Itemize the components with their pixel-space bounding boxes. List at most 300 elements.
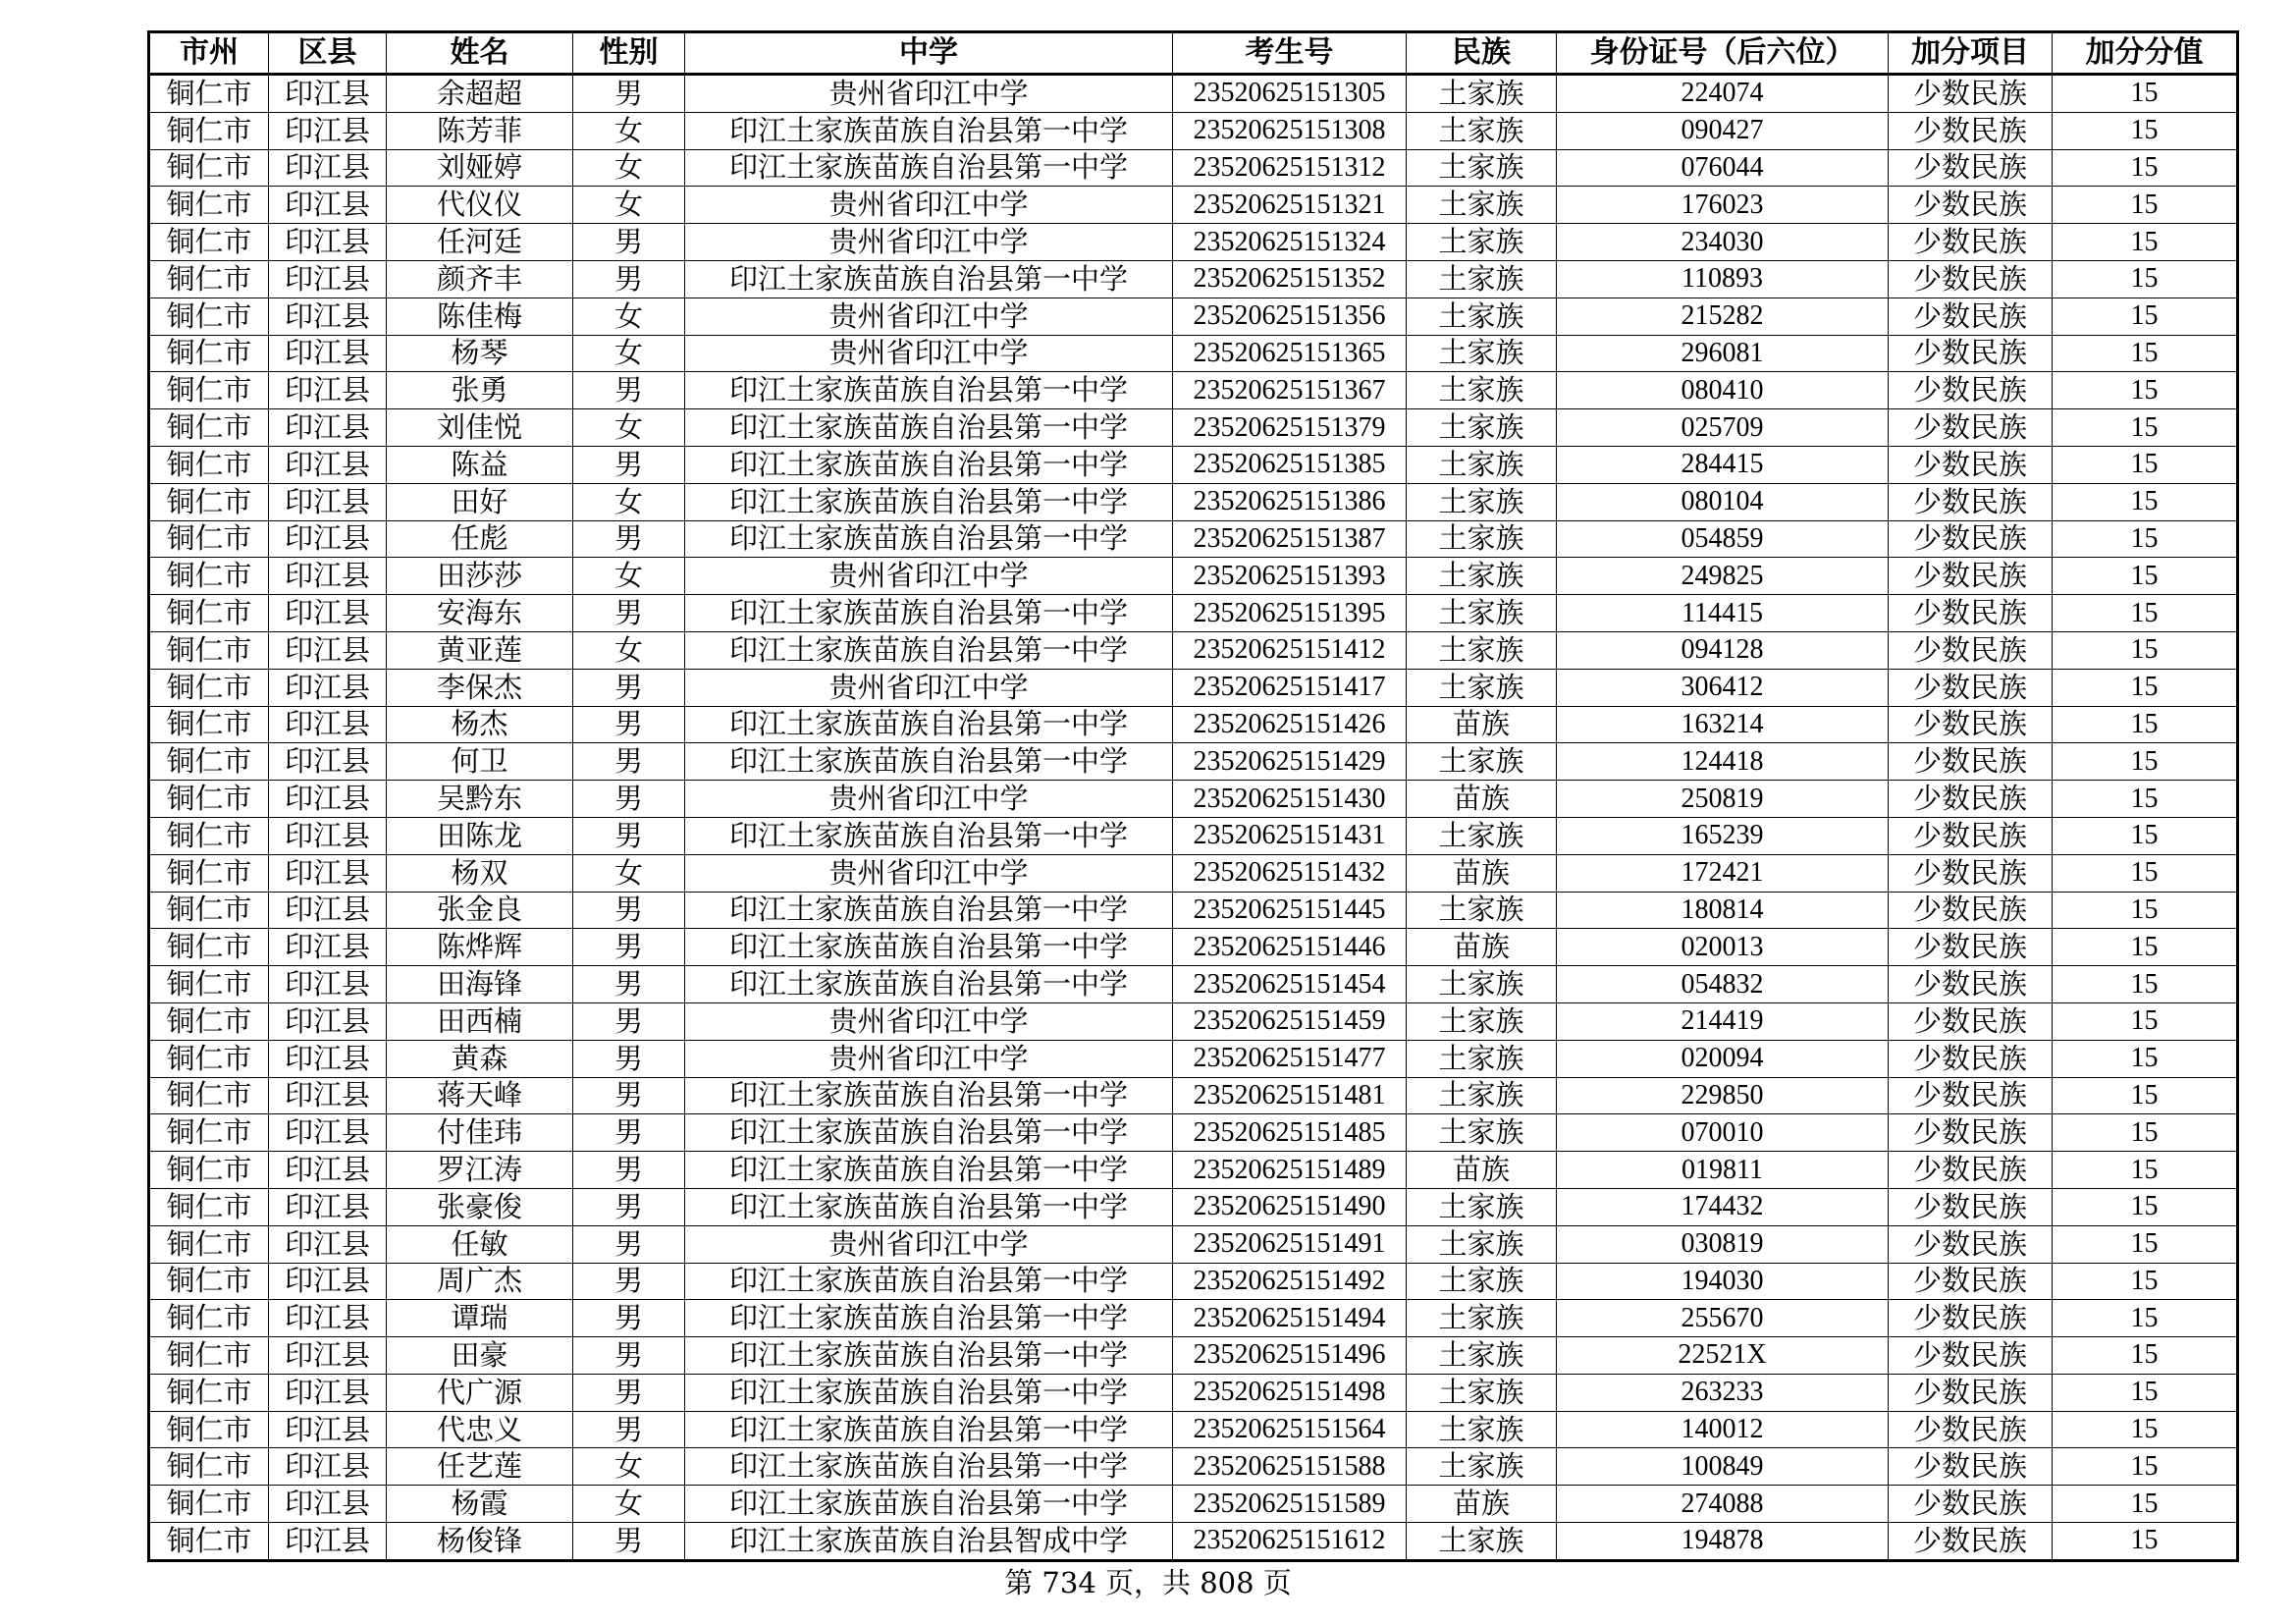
- table-row: [149, 817, 2238, 854]
- page-number-footer: 第 734 页，共 808 页: [1004, 1566, 1292, 1599]
- cell-school: 印江土家族苗族自治县第一中学: [685, 966, 1173, 1003]
- cell-city: 铜仁市: [149, 1374, 269, 1411]
- table-row: [149, 1374, 2238, 1411]
- cell-school: 印江土家族苗族自治县智成中学: [685, 1523, 1173, 1561]
- cell-bonus-value: 15: [2053, 1448, 2238, 1486]
- cell-bonus-value: 15: [2053, 1300, 2238, 1337]
- cell-ethnicity: 土家族: [1407, 335, 1557, 372]
- cell-county: 印江县: [269, 669, 387, 706]
- cell-exam-number: 23520625151426: [1173, 706, 1407, 743]
- cell-name: 张勇: [387, 372, 573, 409]
- cell-exam-number: 23520625151431: [1173, 817, 1407, 854]
- header-id-last-six: 身份证号（后六位）: [1557, 32, 1889, 75]
- cell-school: 贵州省印江中学: [685, 1002, 1173, 1040]
- cell-county: 印江县: [269, 298, 387, 335]
- table-row: [149, 335, 2238, 372]
- cell-bonus-value: 15: [2053, 558, 2238, 595]
- cell-name: 李保杰: [387, 669, 573, 706]
- table-row: [149, 483, 2238, 520]
- cell-id-last-six: 174432: [1557, 1188, 1889, 1225]
- cell-bonus-item: 少数民族: [1889, 1152, 2053, 1189]
- table-row: [149, 260, 2238, 298]
- cell-ethnicity: 土家族: [1407, 595, 1557, 632]
- cell-bonus-item: 少数民族: [1889, 483, 2053, 520]
- cell-ethnicity: 苗族: [1407, 1152, 1557, 1189]
- cell-id-last-six: 224074: [1557, 75, 1889, 113]
- cell-school: 印江土家族苗族自治县第一中学: [685, 520, 1173, 558]
- cell-ethnicity: 土家族: [1407, 966, 1557, 1003]
- table-row: [149, 1188, 2238, 1225]
- cell-gender: 男: [573, 1374, 685, 1411]
- cell-ethnicity: 土家族: [1407, 112, 1557, 149]
- cell-name: 杨霞: [387, 1486, 573, 1523]
- cell-city: 铜仁市: [149, 966, 269, 1003]
- cell-city: 铜仁市: [149, 595, 269, 632]
- cell-name: 陈芳菲: [387, 112, 573, 149]
- cell-city: 铜仁市: [149, 1225, 269, 1263]
- cell-bonus-value: 15: [2053, 781, 2238, 818]
- table-row: [149, 1448, 2238, 1486]
- cell-ethnicity: 土家族: [1407, 631, 1557, 669]
- cell-bonus-value: 15: [2053, 372, 2238, 409]
- cell-bonus-value: 15: [2053, 706, 2238, 743]
- cell-exam-number: 23520625151491: [1173, 1225, 1407, 1263]
- cell-city: 铜仁市: [149, 409, 269, 447]
- table-row: [149, 743, 2238, 781]
- cell-county: 印江县: [269, 520, 387, 558]
- cell-gender: 男: [573, 1225, 685, 1263]
- cell-bonus-item: 少数民族: [1889, 446, 2053, 483]
- cell-id-last-six: 020013: [1557, 929, 1889, 966]
- cell-exam-number: 23520625151430: [1173, 781, 1407, 818]
- cell-city: 铜仁市: [149, 1114, 269, 1152]
- cell-name: 陈佳梅: [387, 298, 573, 335]
- cell-exam-number: 23520625151490: [1173, 1188, 1407, 1225]
- cell-id-last-six: 234030: [1557, 224, 1889, 261]
- cell-name: 安海东: [387, 595, 573, 632]
- cell-school: 印江土家族苗族自治县第一中学: [685, 149, 1173, 187]
- cell-bonus-value: 15: [2053, 929, 2238, 966]
- cell-ethnicity: 土家族: [1407, 224, 1557, 261]
- cell-gender: 男: [573, 595, 685, 632]
- table-row: [149, 75, 2238, 113]
- cell-bonus-item: 少数民族: [1889, 1002, 2053, 1040]
- cell-ethnicity: 土家族: [1407, 520, 1557, 558]
- cell-bonus-item: 少数民族: [1889, 112, 2053, 149]
- table-row: [149, 966, 2238, 1003]
- cell-bonus-value: 15: [2053, 520, 2238, 558]
- cell-county: 印江县: [269, 409, 387, 447]
- cell-id-last-six: 070010: [1557, 1114, 1889, 1152]
- table-row: [149, 446, 2238, 483]
- cell-exam-number: 23520625151393: [1173, 558, 1407, 595]
- cell-name: 黄亚莲: [387, 631, 573, 669]
- cell-bonus-value: 15: [2053, 1486, 2238, 1523]
- header-bonus-value: 加分分值: [2053, 32, 2238, 75]
- table-row: [149, 112, 2238, 149]
- cell-ethnicity: 土家族: [1407, 1523, 1557, 1561]
- table-row: [149, 669, 2238, 706]
- cell-exam-number: 23520625151352: [1173, 260, 1407, 298]
- table-row: [149, 1114, 2238, 1152]
- cell-name: 杨双: [387, 854, 573, 892]
- cell-exam-number: 23520625151365: [1173, 335, 1407, 372]
- cell-school: 印江土家族苗族自治县第一中学: [685, 1114, 1173, 1152]
- cell-school: 贵州省印江中学: [685, 335, 1173, 372]
- cell-id-last-six: 020094: [1557, 1040, 1889, 1077]
- cell-school: 印江土家族苗族自治县第一中学: [685, 112, 1173, 149]
- cell-gender: 男: [573, 1263, 685, 1300]
- header-city: 市州: [149, 32, 269, 75]
- cell-bonus-item: 少数民族: [1889, 1300, 2053, 1337]
- cell-bonus-item: 少数民族: [1889, 1411, 2053, 1448]
- cell-bonus-value: 15: [2053, 483, 2238, 520]
- cell-school: 印江土家族苗族自治县第一中学: [685, 409, 1173, 447]
- cell-county: 印江县: [269, 446, 387, 483]
- cell-exam-number: 23520625151446: [1173, 929, 1407, 966]
- cell-school: 印江土家族苗族自治县第一中学: [685, 446, 1173, 483]
- cell-exam-number: 23520625151494: [1173, 1300, 1407, 1337]
- cell-gender: 男: [573, 1300, 685, 1337]
- cell-exam-number: 23520625151429: [1173, 743, 1407, 781]
- cell-name: 陈烨辉: [387, 929, 573, 966]
- cell-city: 铜仁市: [149, 149, 269, 187]
- cell-county: 印江县: [269, 187, 387, 224]
- cell-county: 印江县: [269, 1411, 387, 1448]
- cell-gender: 女: [573, 483, 685, 520]
- cell-school: 印江土家族苗族自治县第一中学: [685, 260, 1173, 298]
- table-row: [149, 1337, 2238, 1375]
- cell-county: 印江县: [269, 706, 387, 743]
- cell-exam-number: 23520625151412: [1173, 631, 1407, 669]
- cell-school: 印江土家族苗族自治县第一中学: [685, 1337, 1173, 1375]
- cell-name: 余超超: [387, 75, 573, 113]
- cell-bonus-item: 少数民族: [1889, 1523, 2053, 1561]
- cell-gender: 男: [573, 1188, 685, 1225]
- table-row: [149, 595, 2238, 632]
- cell-gender: 男: [573, 1077, 685, 1114]
- cell-bonus-value: 15: [2053, 75, 2238, 113]
- cell-bonus-item: 少数民族: [1889, 1225, 2053, 1263]
- cell-id-last-six: 025709: [1557, 409, 1889, 447]
- cell-ethnicity: 土家族: [1407, 187, 1557, 224]
- cell-name: 张金良: [387, 892, 573, 929]
- cell-school: 印江土家族苗族自治县第一中学: [685, 1486, 1173, 1523]
- cell-exam-number: 23520625151417: [1173, 669, 1407, 706]
- cell-county: 印江县: [269, 892, 387, 929]
- table-row: [149, 1077, 2238, 1114]
- cell-name: 杨俊锋: [387, 1523, 573, 1561]
- cell-bonus-item: 少数民族: [1889, 929, 2053, 966]
- table-row: [149, 781, 2238, 818]
- cell-bonus-item: 少数民族: [1889, 1337, 2053, 1375]
- cell-school: 印江土家族苗族自治县第一中学: [685, 706, 1173, 743]
- cell-bonus-value: 15: [2053, 112, 2238, 149]
- table-row: [149, 1300, 2238, 1337]
- cell-id-last-six: 030819: [1557, 1225, 1889, 1263]
- header-gender: 性别: [573, 32, 685, 75]
- cell-exam-number: 23520625151379: [1173, 409, 1407, 447]
- cell-ethnicity: 土家族: [1407, 892, 1557, 929]
- cell-gender: 男: [573, 669, 685, 706]
- cell-county: 印江县: [269, 1077, 387, 1114]
- cell-name: 何卫: [387, 743, 573, 781]
- cell-bonus-value: 15: [2053, 1374, 2238, 1411]
- cell-bonus-value: 15: [2053, 1337, 2238, 1375]
- cell-id-last-six: 296081: [1557, 335, 1889, 372]
- cell-county: 印江县: [269, 781, 387, 818]
- cell-city: 铜仁市: [149, 1077, 269, 1114]
- cell-exam-number: 23520625151367: [1173, 372, 1407, 409]
- table-row: [149, 1411, 2238, 1448]
- cell-city: 铜仁市: [149, 446, 269, 483]
- cell-bonus-item: 少数民族: [1889, 260, 2053, 298]
- cell-county: 印江县: [269, 1188, 387, 1225]
- cell-county: 印江县: [269, 260, 387, 298]
- cell-ethnicity: 土家族: [1407, 1411, 1557, 1448]
- cell-bonus-item: 少数民族: [1889, 335, 2053, 372]
- cell-name: 杨琴: [387, 335, 573, 372]
- cell-county: 印江县: [269, 112, 387, 149]
- cell-exam-number: 23520625151477: [1173, 1040, 1407, 1077]
- cell-bonus-item: 少数民族: [1889, 892, 2053, 929]
- cell-id-last-six: 165239: [1557, 817, 1889, 854]
- cell-id-last-six: 054859: [1557, 520, 1889, 558]
- cell-city: 铜仁市: [149, 1337, 269, 1375]
- cell-bonus-value: 15: [2053, 298, 2238, 335]
- cell-id-last-six: 274088: [1557, 1486, 1889, 1523]
- cell-exam-number: 23520625151356: [1173, 298, 1407, 335]
- cell-school: 贵州省印江中学: [685, 224, 1173, 261]
- cell-ethnicity: 土家族: [1407, 149, 1557, 187]
- cell-ethnicity: 土家族: [1407, 260, 1557, 298]
- cell-name: 付佳玮: [387, 1114, 573, 1152]
- cell-bonus-value: 15: [2053, 854, 2238, 892]
- cell-exam-number: 23520625151432: [1173, 854, 1407, 892]
- cell-name: 田海锋: [387, 966, 573, 1003]
- cell-school: 印江土家族苗族自治县第一中学: [685, 1263, 1173, 1300]
- cell-county: 印江县: [269, 483, 387, 520]
- cell-exam-number: 23520625151387: [1173, 520, 1407, 558]
- cell-school: 印江土家族苗族自治县第一中学: [685, 631, 1173, 669]
- cell-city: 铜仁市: [149, 1411, 269, 1448]
- cell-name: 杨杰: [387, 706, 573, 743]
- cell-ethnicity: 土家族: [1407, 372, 1557, 409]
- cell-bonus-value: 15: [2053, 743, 2238, 781]
- cell-gender: 女: [573, 335, 685, 372]
- table-row: [149, 187, 2238, 224]
- cell-exam-number: 23520625151498: [1173, 1374, 1407, 1411]
- cell-exam-number: 23520625151308: [1173, 112, 1407, 149]
- cell-ethnicity: 土家族: [1407, 1114, 1557, 1152]
- cell-gender: 女: [573, 112, 685, 149]
- cell-bonus-value: 15: [2053, 966, 2238, 1003]
- cell-id-last-six: 250819: [1557, 781, 1889, 818]
- cell-city: 铜仁市: [149, 1263, 269, 1300]
- cell-city: 铜仁市: [149, 669, 269, 706]
- cell-city: 铜仁市: [149, 743, 269, 781]
- cell-gender: 女: [573, 187, 685, 224]
- cell-bonus-item: 少数民族: [1889, 372, 2053, 409]
- cell-county: 印江县: [269, 335, 387, 372]
- cell-ethnicity: 土家族: [1407, 409, 1557, 447]
- cell-bonus-item: 少数民族: [1889, 187, 2053, 224]
- cell-county: 印江县: [269, 1225, 387, 1263]
- cell-ethnicity: 土家族: [1407, 669, 1557, 706]
- cell-exam-number: 23520625151492: [1173, 1263, 1407, 1300]
- table-row: [149, 1225, 2238, 1263]
- cell-bonus-value: 15: [2053, 1040, 2238, 1077]
- cell-gender: 女: [573, 631, 685, 669]
- cell-ethnicity: 土家族: [1407, 1448, 1557, 1486]
- cell-city: 铜仁市: [149, 372, 269, 409]
- cell-exam-number: 23520625151385: [1173, 446, 1407, 483]
- cell-id-last-six: 080104: [1557, 483, 1889, 520]
- table-row: [149, 1152, 2238, 1189]
- cell-bonus-value: 15: [2053, 1263, 2238, 1300]
- cell-city: 铜仁市: [149, 112, 269, 149]
- cell-id-last-six: 080410: [1557, 372, 1889, 409]
- cell-county: 印江县: [269, 817, 387, 854]
- cell-gender: 男: [573, 1337, 685, 1375]
- cell-gender: 女: [573, 558, 685, 595]
- cell-name: 代广源: [387, 1374, 573, 1411]
- cell-bonus-item: 少数民族: [1889, 631, 2053, 669]
- header-name: 姓名: [387, 32, 573, 75]
- cell-ethnicity: 苗族: [1407, 706, 1557, 743]
- cell-county: 印江县: [269, 75, 387, 113]
- cell-gender: 男: [573, 1002, 685, 1040]
- cell-bonus-item: 少数民族: [1889, 298, 2053, 335]
- cell-id-last-six: 054832: [1557, 966, 1889, 1003]
- cell-exam-number: 23520625151564: [1173, 1411, 1407, 1448]
- cell-exam-number: 23520625151395: [1173, 595, 1407, 632]
- cell-exam-number: 23520625151588: [1173, 1448, 1407, 1486]
- cell-ethnicity: 土家族: [1407, 298, 1557, 335]
- cell-county: 印江县: [269, 149, 387, 187]
- cell-bonus-value: 15: [2053, 631, 2238, 669]
- table-row: [149, 1263, 2238, 1300]
- cell-ethnicity: 土家族: [1407, 817, 1557, 854]
- header-exam-number: 考生号: [1173, 32, 1407, 75]
- cell-bonus-value: 15: [2053, 595, 2238, 632]
- header-school: 中学: [685, 32, 1173, 75]
- cell-city: 铜仁市: [149, 1188, 269, 1225]
- cell-bonus-item: 少数民族: [1889, 1263, 2053, 1300]
- cell-gender: 女: [573, 1486, 685, 1523]
- cell-gender: 女: [573, 149, 685, 187]
- cell-bonus-item: 少数民族: [1889, 1486, 2053, 1523]
- table-row: [149, 558, 2238, 595]
- cell-bonus-value: 15: [2053, 1225, 2238, 1263]
- cell-school: 印江土家族苗族自治县第一中学: [685, 1077, 1173, 1114]
- cell-ethnicity: 土家族: [1407, 483, 1557, 520]
- cell-bonus-value: 15: [2053, 446, 2238, 483]
- cell-bonus-value: 15: [2053, 1411, 2238, 1448]
- cell-city: 铜仁市: [149, 187, 269, 224]
- cell-bonus-value: 15: [2053, 1152, 2238, 1189]
- cell-gender: 男: [573, 706, 685, 743]
- cell-exam-number: 23520625151485: [1173, 1114, 1407, 1152]
- cell-id-last-six: 172421: [1557, 854, 1889, 892]
- cell-exam-number: 23520625151481: [1173, 1077, 1407, 1114]
- cell-name: 田莎莎: [387, 558, 573, 595]
- cell-bonus-item: 少数民族: [1889, 1077, 2053, 1114]
- cell-county: 印江县: [269, 372, 387, 409]
- cell-name: 周广杰: [387, 1263, 573, 1300]
- cell-id-last-six: 255670: [1557, 1300, 1889, 1337]
- cell-bonus-value: 15: [2053, 892, 2238, 929]
- cell-bonus-item: 少数民族: [1889, 409, 2053, 447]
- table-row: [149, 631, 2238, 669]
- cell-exam-number: 23520625151489: [1173, 1152, 1407, 1189]
- cell-county: 印江县: [269, 966, 387, 1003]
- cell-school: 印江土家族苗族自治县第一中学: [685, 1448, 1173, 1486]
- cell-ethnicity: 土家族: [1407, 1263, 1557, 1300]
- cell-bonus-value: 15: [2053, 669, 2238, 706]
- cell-county: 印江县: [269, 1002, 387, 1040]
- cell-name: 田好: [387, 483, 573, 520]
- cell-bonus-value: 15: [2053, 1077, 2238, 1114]
- cell-id-last-six: 215282: [1557, 298, 1889, 335]
- cell-name: 陈益: [387, 446, 573, 483]
- table-row: [149, 892, 2238, 929]
- cell-name: 谭瑞: [387, 1300, 573, 1337]
- cell-bonus-item: 少数民族: [1889, 558, 2053, 595]
- table-row: [149, 1002, 2238, 1040]
- cell-school: 贵州省印江中学: [685, 1040, 1173, 1077]
- cell-bonus-value: 15: [2053, 409, 2238, 447]
- cell-bonus-item: 少数民族: [1889, 1040, 2053, 1077]
- cell-city: 铜仁市: [149, 1152, 269, 1189]
- cell-city: 铜仁市: [149, 854, 269, 892]
- cell-gender: 男: [573, 446, 685, 483]
- cell-county: 印江县: [269, 558, 387, 595]
- cell-bonus-item: 少数民族: [1889, 224, 2053, 261]
- cell-name: 刘娅婷: [387, 149, 573, 187]
- bonus-points-table: [147, 30, 2239, 1562]
- cell-county: 印江县: [269, 1152, 387, 1189]
- cell-gender: 男: [573, 1411, 685, 1448]
- cell-bonus-item: 少数民族: [1889, 1448, 2053, 1486]
- cell-bonus-item: 少数民族: [1889, 149, 2053, 187]
- cell-bonus-value: 15: [2053, 817, 2238, 854]
- cell-id-last-six: 214419: [1557, 1002, 1889, 1040]
- cell-name: 任河廷: [387, 224, 573, 261]
- cell-name: 田西楠: [387, 1002, 573, 1040]
- cell-city: 铜仁市: [149, 1002, 269, 1040]
- cell-school: 贵州省印江中学: [685, 781, 1173, 818]
- cell-bonus-value: 15: [2053, 149, 2238, 187]
- cell-gender: 男: [573, 1523, 685, 1561]
- cell-bonus-value: 15: [2053, 260, 2238, 298]
- cell-ethnicity: 土家族: [1407, 1188, 1557, 1225]
- cell-city: 铜仁市: [149, 1448, 269, 1486]
- cell-bonus-item: 少数民族: [1889, 1114, 2053, 1152]
- cell-id-last-six: 229850: [1557, 1077, 1889, 1114]
- cell-city: 铜仁市: [149, 631, 269, 669]
- cell-bonus-value: 15: [2053, 224, 2238, 261]
- cell-ethnicity: 土家族: [1407, 743, 1557, 781]
- cell-id-last-six: 249825: [1557, 558, 1889, 595]
- cell-county: 印江县: [269, 1300, 387, 1337]
- cell-bonus-item: 少数民族: [1889, 520, 2053, 558]
- cell-id-last-six: 163214: [1557, 706, 1889, 743]
- cell-city: 铜仁市: [149, 1523, 269, 1561]
- cell-name: 代仪仪: [387, 187, 573, 224]
- cell-bonus-item: 少数民族: [1889, 1374, 2053, 1411]
- cell-gender: 男: [573, 1152, 685, 1189]
